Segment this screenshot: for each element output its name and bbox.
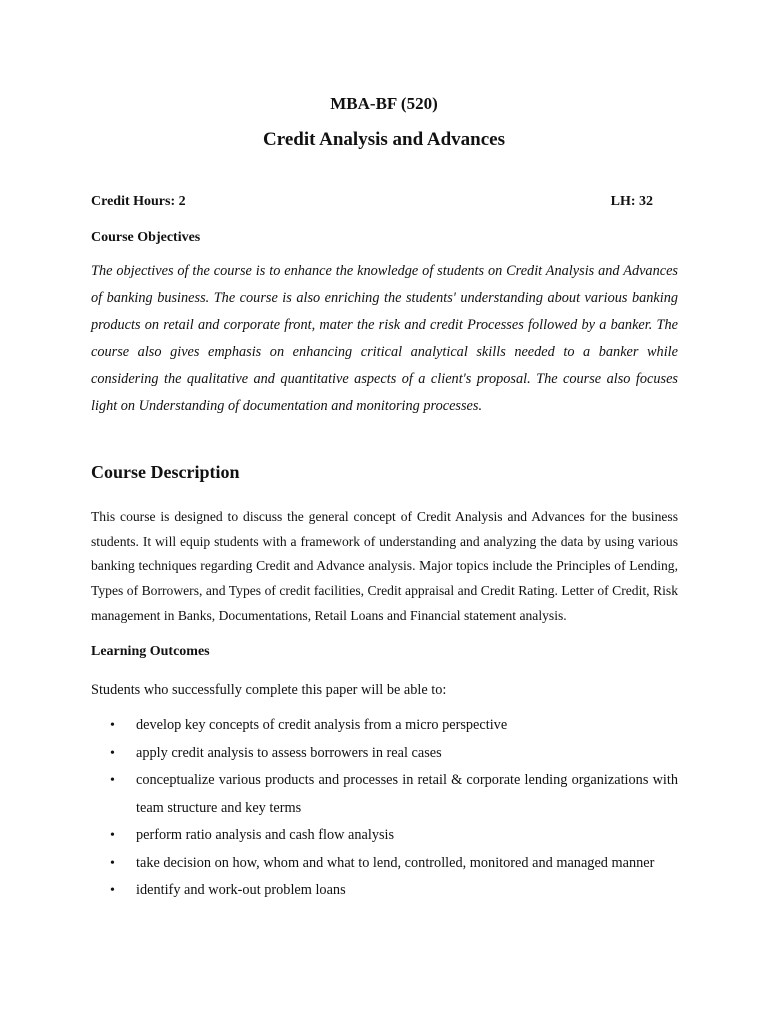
- objectives-paragraph: The objectives of the course is to enhance the knowledge of students on Credit Analysis and Advances of banking business. The course is also enriching the students' understanding about various banking products on retail and corporate front, mater the risk and credit Processes followed by a banker. The course also gives emphasis on enhancing critical analytical skills needed to a banker while considering the qualitative and quantitative aspects of a client's proposal. The course also focuses light on Understanding of documentation and monitoring processes.: [91, 263, 678, 414]
- bullet-icon: •: [110, 828, 115, 843]
- list-item-text: develop key concepts of credit analysis from a micro perspective: [136, 717, 508, 733]
- list-item-text: identify and work-out problem loans: [136, 882, 346, 898]
- list-item: [110, 712, 678, 740]
- list-item-text: perform ratio analysis and cash flow analysis: [136, 827, 395, 843]
- bullet-icon: •: [110, 718, 115, 733]
- credit-hours: Credit Hours: 2: [91, 194, 186, 209]
- list-item: [110, 822, 678, 850]
- bullet-icon: •: [110, 745, 115, 761]
- list-item-text: take decision on how, whom and what to lend, controlled, monitored and managed manner: [136, 854, 655, 871]
- list-item: [110, 740, 678, 768]
- learning-outcomes-list: [110, 712, 678, 905]
- learning-outcomes-heading: Learning Outcomes: [91, 644, 210, 659]
- course-code: MBA-BF (520): [330, 94, 438, 113]
- bullet-icon: •: [110, 773, 115, 788]
- bullet-icon: •: [110, 855, 115, 871]
- objectives-heading: Course Objectives: [91, 230, 201, 245]
- list-item-text: conceptualize various products and processes in retail & corporate lending organizations with team structure and key terms: [136, 772, 678, 816]
- credit-info-row: [91, 194, 653, 214]
- description-paragraph: This course is designed to discuss the general concept of Credit Analysis and Advances for the business students. It will equip students with a framework of understanding and analyzing the data by using various banking techniques regarding Credit and Advance analysis. Major topics include the Principles of Lending, Types of Borrowers, and Types of credit facilities, Credit appraisal and Credit Rating. Letter of Credit, Risk management in Banks, Documentations, Retail Loans and Financial statement analysis.: [91, 509, 678, 623]
- learning-outcomes-intro: Students who successfully complete this paper will be able to:: [91, 682, 447, 698]
- list-item: [110, 850, 678, 878]
- course-title: Credit Analysis and Advances: [263, 129, 505, 150]
- list-item: [110, 767, 678, 822]
- description-heading: Course Description: [91, 462, 240, 482]
- bullet-icon: •: [110, 883, 115, 898]
- list-item: [110, 877, 678, 905]
- list-item-text: apply credit analysis to assess borrowers in real cases: [136, 744, 442, 761]
- lecture-hours: LH: 32: [610, 194, 653, 209]
